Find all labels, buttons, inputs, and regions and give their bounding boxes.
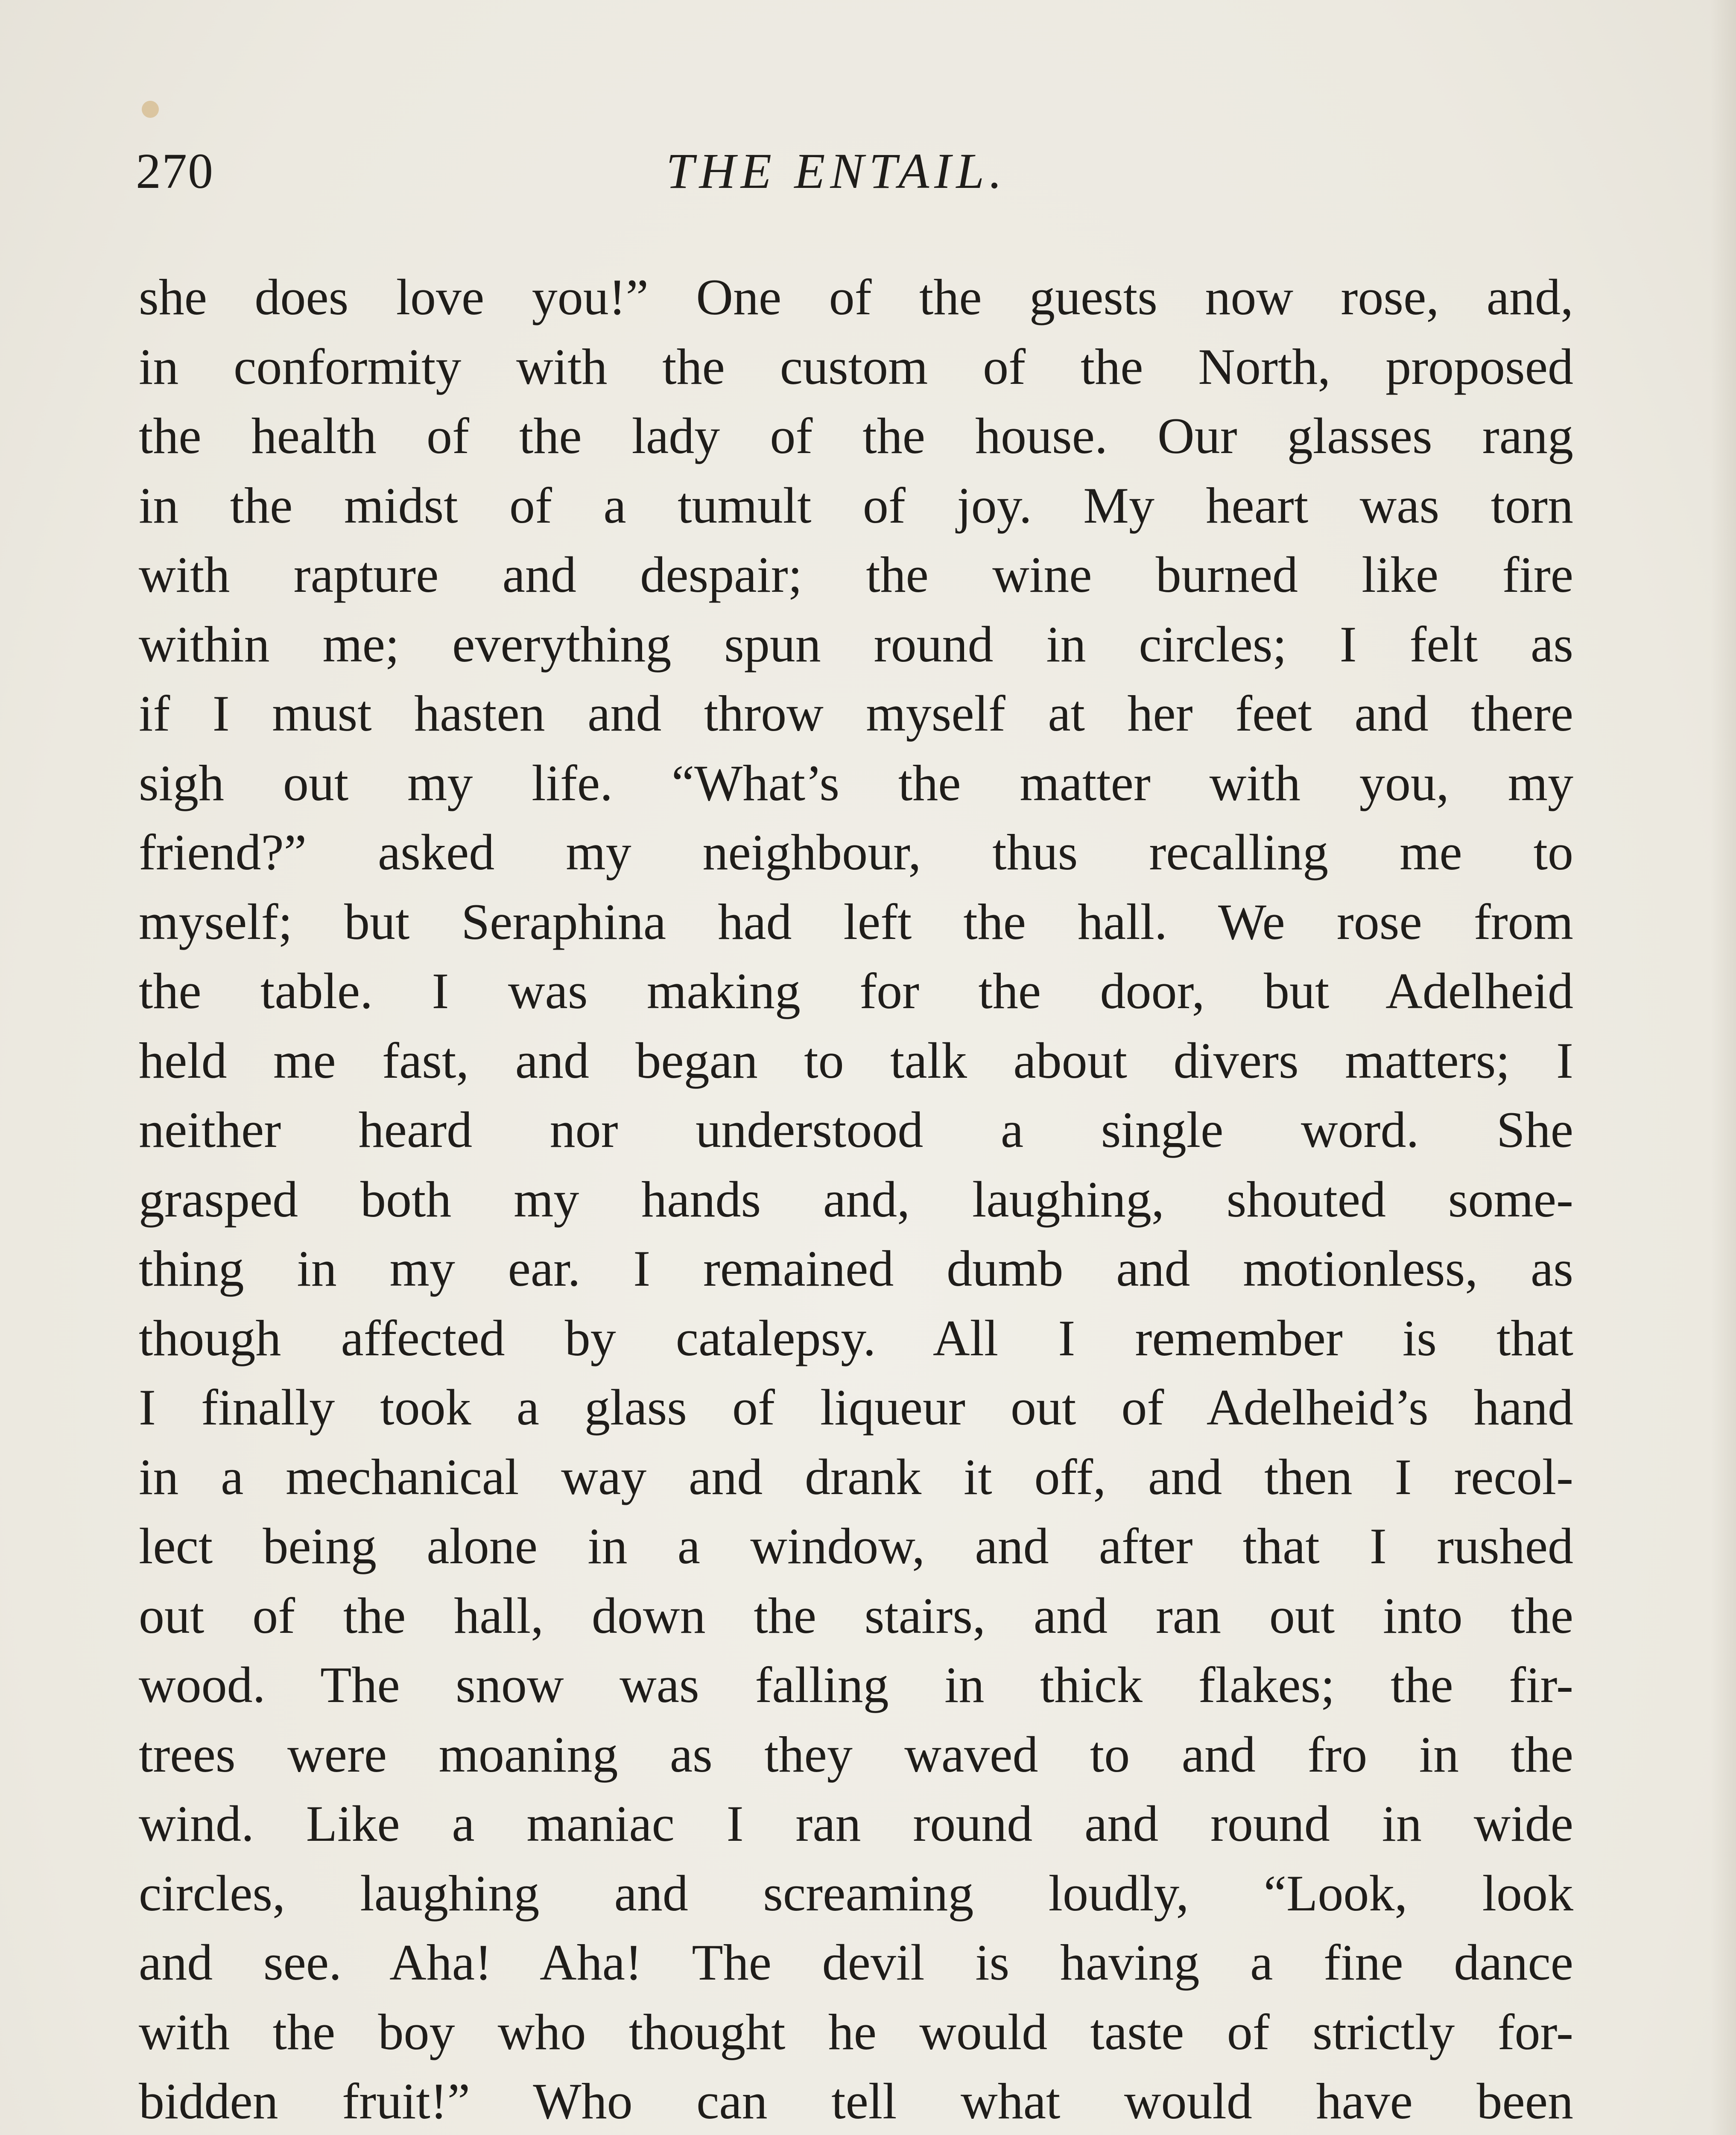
paper-stain (142, 101, 159, 118)
text-line: lect being alone in a window, and after that I rushed (139, 1518, 1573, 1574)
text-line: within me; everything spun round in circles; I felt as (139, 615, 1573, 673)
text-line: I finally took a glass of liqueur out of Adelheid’s hand (139, 1379, 1573, 1436)
text-line: circles, laughing and screaming loudly, “Look, look (139, 1864, 1573, 1922)
text-line: the health of the lady of the house. Our glasses rang (139, 407, 1573, 464)
text-line: neither heard nor understood a single word. She (139, 1101, 1573, 1158)
text-line: in the midst of a tumult of joy. My heart was torn (139, 477, 1573, 534)
text-line: with the boy who thought he would taste of strictly for- (139, 2003, 1573, 2060)
text-line: thing in my ear. I remained dumb and motionless, as (139, 1240, 1573, 1297)
text-line: she does love you!” One of the guests now rose, and, (139, 269, 1573, 325)
text-line: though affected by catalepsy. All I remember is that (139, 1309, 1573, 1366)
text-line: held me fast, and began to talk about divers matters; I (139, 1032, 1573, 1089)
text-line: wood. The snow was falling in thick flakes; the fir- (139, 1656, 1573, 1713)
text-line: if I must hasten and throw myself at her feet and there (139, 685, 1573, 742)
text-line: bidden fruit!” Who can tell what would have been (139, 2073, 1573, 2129)
text-line: in a mechanical way and drank it off, and then I recol- (139, 1448, 1573, 1505)
running-head: THE ENTAIL. (666, 143, 1007, 199)
page-number: 270 (136, 143, 214, 199)
text-line: the table. I was making for the door, but Adelheid (139, 962, 1573, 1019)
text-line: with rapture and despair; the wine burned like fire (139, 546, 1573, 603)
page-edge-shadow (1710, 0, 1736, 2135)
text-line: sigh out my life. “What’s the matter with you, my (139, 754, 1573, 811)
text-line: out of the hall, down the stairs, and ran out into the (139, 1587, 1573, 1644)
text-line: trees were moaning as they waved to and fro in the (139, 1726, 1573, 1783)
text-line: myself; but Seraphina had left the hall. We rose from (139, 893, 1573, 950)
text-line: friend?” asked my neighbour, thus recalling me to (139, 824, 1573, 880)
text-line: grasped both my hands and, laughing, shouted some- (139, 1170, 1573, 1228)
text-line: and see. Aha! Aha! The devil is having a fine dance (139, 1934, 1573, 1991)
body-text (139, 263, 1573, 2135)
text-line: in conformity with the custom of the North, proposed (139, 338, 1573, 395)
text-line: wind. Like a maniac I ran round and round in wide (139, 1795, 1573, 1852)
